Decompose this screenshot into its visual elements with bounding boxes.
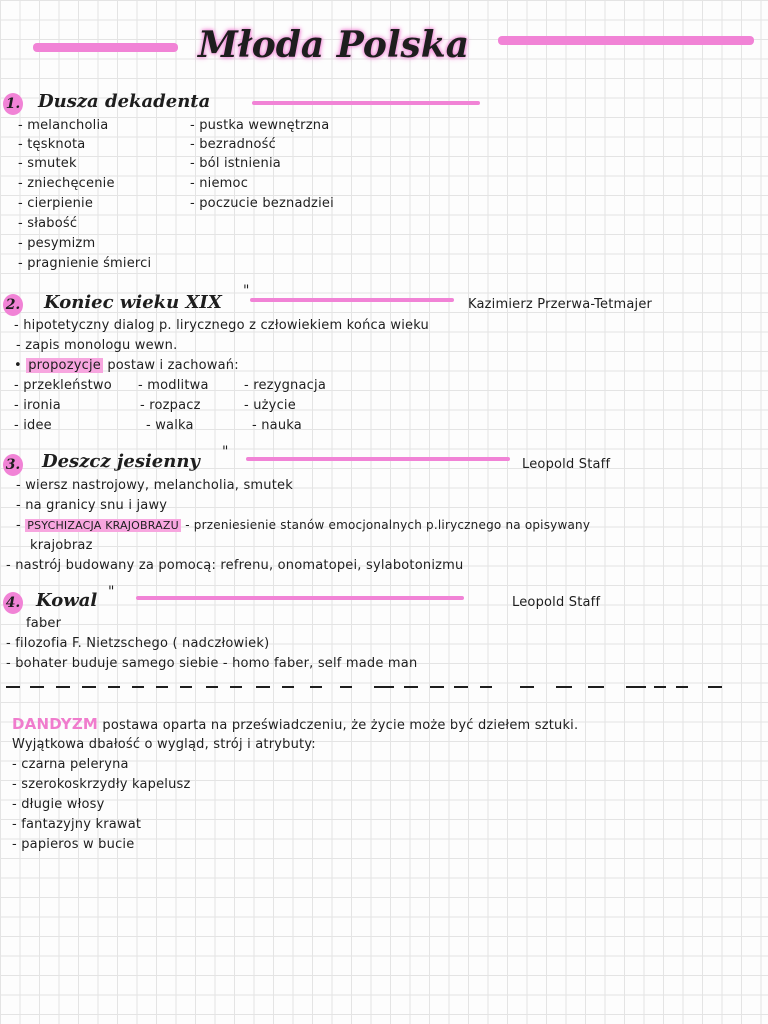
section-heading: Dusza dekadenta (38, 91, 211, 112)
propozycje-rest: postaw i zachowań: (107, 358, 239, 373)
page-title: Młoda Polska (198, 24, 470, 66)
separator-dash (654, 686, 666, 688)
separator-dash (256, 686, 270, 688)
heading-underline (250, 298, 454, 302)
list-item: - papieros w bucie (12, 837, 135, 852)
dandyzm-term: DANDYZM (12, 715, 99, 733)
highlight-term: propozycje (28, 358, 101, 373)
list-item: faber (26, 616, 62, 631)
list-item: - użycie (244, 398, 296, 413)
list-item: - ból istnienia (190, 156, 281, 171)
list-item: - szerokoskrzydły kapelusz (12, 777, 191, 792)
list-item: - zniechęcenie (18, 176, 115, 191)
list-item: - zapis monologu wewn. (16, 338, 178, 353)
list-item: - filozofia F. Nietzschego ( nadczłowiek) (6, 636, 270, 651)
separator-dash (520, 686, 534, 688)
list-item: krajobraz (30, 538, 93, 553)
separator-dash (282, 686, 294, 688)
list-item: - nauka (252, 418, 302, 433)
list-item: - hipotetyczny dialog p. lirycznego z człowiekiem końca wieku (14, 318, 429, 333)
list-item: - bezradność (190, 137, 276, 152)
list-item: - rezygnacja (244, 378, 326, 393)
separator-dash (374, 686, 394, 688)
list-item: - cierpienie (18, 196, 94, 211)
section-number: 4. (3, 592, 23, 614)
list-item: Wyjątkowa dbałość o wygląd, strój i atrybuty: (12, 737, 316, 752)
list-item: - pesymizm (18, 236, 96, 251)
separator-dash (340, 686, 352, 688)
list-item: - wiersz nastrojowy, melancholia, smutek (16, 478, 293, 493)
separator-dash (180, 686, 192, 688)
separator-dash (30, 686, 44, 688)
list-item: - idee (14, 418, 52, 433)
list-item: - pragnienie śmierci (18, 256, 152, 271)
separator-dash (676, 686, 688, 688)
heading-underline (252, 101, 480, 105)
section-number: 2. (3, 294, 23, 316)
separator-dash (108, 686, 120, 688)
dash: - (16, 518, 21, 533)
title-line-left (33, 43, 178, 52)
list-item: - na granicy snu i jawy (16, 498, 168, 513)
dandyzm-definition (12, 715, 578, 733)
separator-dash (480, 686, 492, 688)
separator-dash (56, 686, 70, 688)
list-item: - ironia (14, 398, 61, 413)
dandyzm-def-text: postawa oparta na przeświadczeniu, że życie może być dziełem sztuki. (102, 718, 579, 733)
psychizacja-line (16, 518, 590, 533)
author: Leopold Staff (512, 595, 601, 610)
list-item: - długie włosy (12, 797, 105, 812)
list-item: - nastrój budowany za pomocą: refrenu, onomatopei, sylabotonizmu (6, 558, 464, 573)
separator-dash (430, 686, 444, 688)
list-item: - fantazyjny krawat (12, 817, 142, 832)
psychizacja-rest: - przeniesienie stanów emocjonalnych p.lirycznego na opisywany (185, 518, 591, 532)
propozycje-line (14, 358, 239, 373)
title-line-right (498, 36, 754, 45)
quote-mark: " (108, 584, 115, 600)
heading-underline (246, 457, 510, 461)
list-item: - pustka wewnętrzna (190, 118, 330, 133)
separator-dash (626, 686, 646, 688)
list-item: - modlitwa (138, 378, 209, 393)
separator-dash (454, 686, 468, 688)
separator-dash (156, 686, 168, 688)
section-heading: Deszcz jesienny (42, 451, 200, 472)
separator-dash (230, 686, 242, 688)
list-item: - rozpacz (140, 398, 201, 413)
list-item: - smutek (18, 156, 77, 171)
separator-dash (588, 686, 604, 688)
list-item: - słabość (18, 216, 78, 231)
separator-dash (6, 686, 20, 688)
list-item: - przekleństwo (14, 378, 112, 393)
list-item: - niemoc (190, 176, 249, 191)
highlight-term: PSYCHIZACJA KRAJOBRAZU (27, 519, 179, 532)
list-item: - melancholia (18, 118, 109, 133)
separator-dash (206, 686, 218, 688)
separator-dash (404, 686, 418, 688)
bullet: • (14, 358, 22, 373)
list-item: - bohater buduje samego siebie - homo faber, self made man (6, 656, 418, 671)
list-item: - walka (146, 418, 194, 433)
heading-underline (136, 596, 464, 600)
separator-dash (310, 686, 322, 688)
separator-dash (132, 686, 144, 688)
quote-mark: " (222, 444, 229, 460)
quote-mark: " (243, 283, 250, 299)
list-item: - tęsknota (18, 137, 86, 152)
list-item: - czarna peleryna (12, 757, 129, 772)
author: Kazimierz Przerwa-Tetmajer (468, 297, 653, 312)
author: Leopold Staff (522, 457, 611, 472)
list-item: - poczucie beznadziei (190, 196, 334, 211)
section-number: 3. (3, 454, 23, 476)
separator-dash (556, 686, 572, 688)
separator-dash (82, 686, 96, 688)
separator-dash (708, 686, 722, 688)
section-heading: Koniec wieku XIX (44, 292, 222, 313)
section-heading: Kowal (36, 590, 98, 611)
section-number: 1. (3, 93, 23, 115)
